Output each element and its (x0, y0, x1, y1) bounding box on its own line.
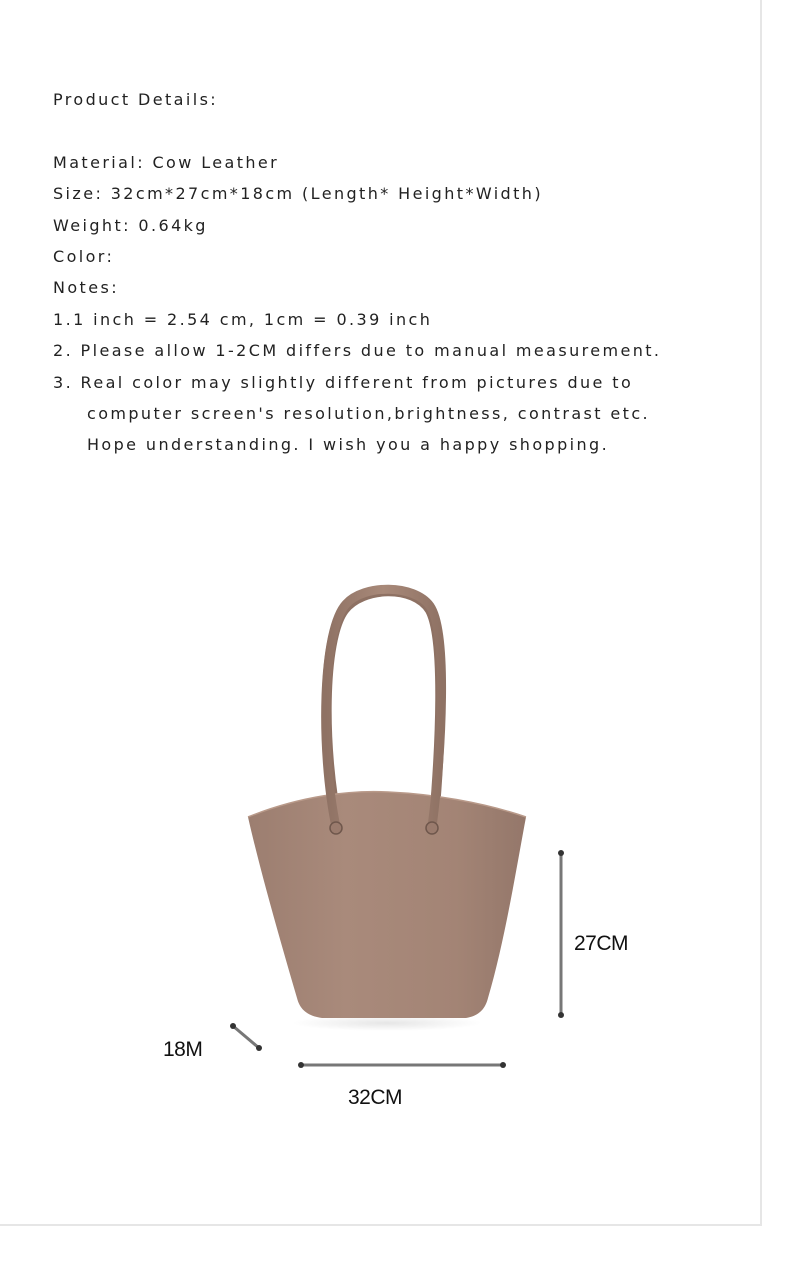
tote-bag-illustration (0, 540, 762, 1140)
spacer (53, 115, 743, 146)
width-label: 18M (163, 1038, 203, 1061)
size-line: Size: 32cm*27cm*18cm (Length* Height*Width) (53, 184, 543, 204)
length-measure-left-dot (298, 1062, 304, 1068)
rivet-right-icon (426, 822, 438, 834)
color-line: Color: (53, 246, 115, 266)
bag-handle-back (327, 591, 441, 826)
length-measure-right-dot (500, 1062, 506, 1068)
height-measure-bottom-dot (558, 1012, 564, 1018)
height-measure-top-dot (558, 850, 564, 856)
material-line: Material: Cow Leather (53, 152, 280, 172)
bag-body (248, 792, 526, 1018)
product-image (0, 540, 762, 1140)
notes-heading: Notes: (53, 278, 120, 298)
width-measure-top-dot (230, 1023, 236, 1029)
product-details (53, 84, 743, 461)
rivet-left-icon (330, 822, 342, 834)
details-heading: Product Details: (53, 90, 219, 109)
width-measure-bottom-dot (256, 1045, 262, 1051)
height-label: 27CM (574, 932, 629, 955)
note-3-line-2: computer screen's resolution,brightness, contrast etc. (87, 403, 651, 423)
note-3-line-1: 3. Real color may slightly different from pictures due to (53, 372, 634, 392)
width-measure-line (233, 1026, 259, 1048)
weight-line: Weight: 0.64kg (53, 215, 208, 235)
note-3-line-3: Hope understanding. I wish you a happy shopping. (87, 435, 610, 455)
note-1: 1.1 inch = 2.54 cm, 1cm = 0.39 inch (53, 309, 433, 329)
note-2: 2. Please allow 1-2CM differs due to manual measurement. (53, 341, 662, 361)
length-label: 32CM (348, 1086, 403, 1109)
